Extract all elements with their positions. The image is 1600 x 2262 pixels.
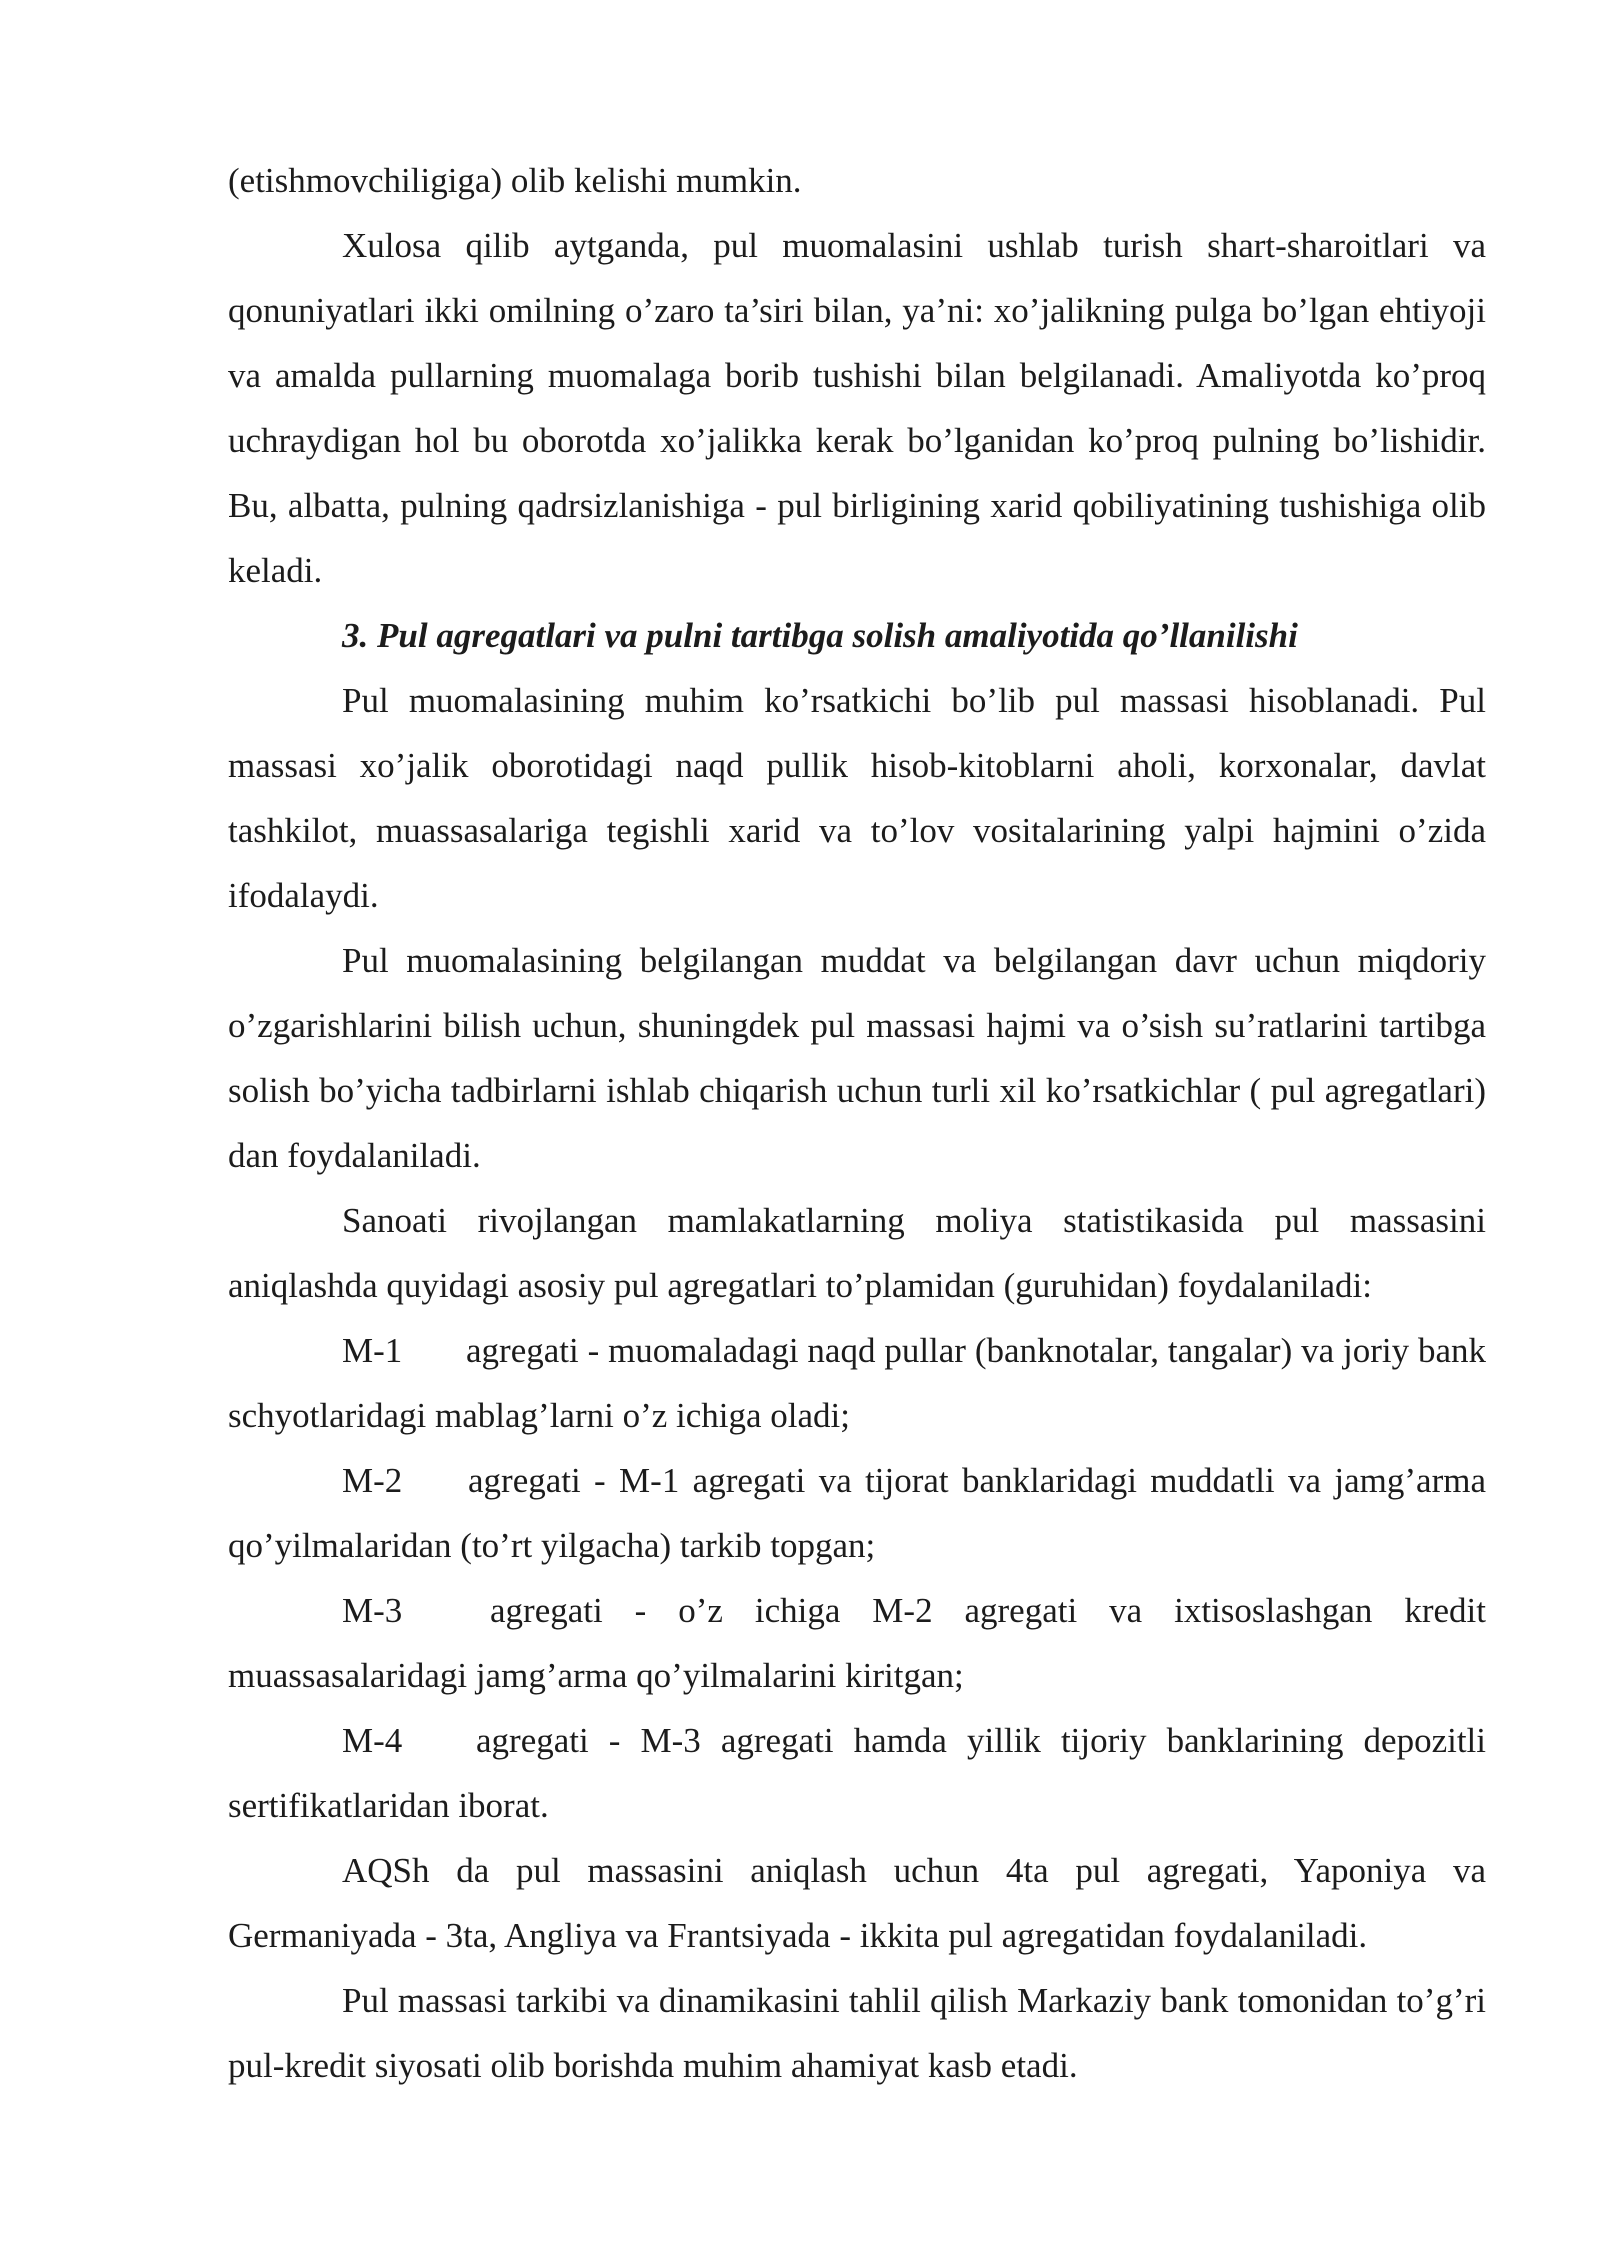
paragraph-conclusion: Xulosa qilib aytganda, pul muomalasini ushlab turish shart-sharoitlari va qonuniyatlari ikki omilning o’zaro ta’siri bilan, ya’ni: xo’jalikning pulga bo’lgan ehtiyoji va amalda pullarning muomalaga borib tushishi bilan belgilanadi. Amaliyotda ko’proq uchraydigan hol bu oborotda xo’jalikka kerak bo’lganidan ko’proq pulning bo’lishidir. Bu, albatta, pulning qadrsizlanishiga - pul birligining xarid qobiliyatining tushishiga olib keladi.: [228, 226, 1486, 590]
aggregate-m4-text: agregati - M-3 agregati hamda yillik tijoriy banklarining depozitli sertifikatlaridan iborat.: [228, 1721, 1486, 1825]
paragraph-indicators: Pul muomalasining belgilangan muddat va belgilangan davr uchun miqdoriy o’zgarishlarini bilish uchun, shuningdek pul massasi hajmi va o’sish su’ratlarini tartibga solish bo’yicha tadbirlarni ishlab chiqarish uchun turli xil ko’rsatkichlar ( pul agregatlari) dan foydalaniladi.: [228, 941, 1486, 1175]
paragraph-continuation: (etishmovchiligiga) olib kelishi mumkin.: [228, 161, 802, 200]
aggregate-m1-item: [228, 1318, 1486, 1448]
paragraph-central-bank: Pul massasi tarkibi va dinamikasini tahlil qilish Markaziy bank tomonidan to’g’ri pul-kredit siyosati olib borishda muhim ahamiyat kasb etadi.: [228, 1981, 1486, 2085]
aggregate-m2-text: agregati - M-1 agregati va tijorat banklaridagi muddatli va jamg’arma qo’yilmalaridan (to’rt yilgacha) tarkib topgan;: [228, 1461, 1486, 1565]
paragraph-money-mass: Pul muomalasining muhim ko’rsatkichi bo’lib pul massasi hisoblanadi. Pul massasi xo’jalik oborotidagi naqd pullik hisob-kitoblarni aholi, korxonalar, davlat tashkilot, muassasalariga tegishli xarid va to’lov vositalarining yalpi hajmini o’zida ifodalaydi.: [228, 681, 1486, 915]
aggregate-m3-label: M-3: [342, 1591, 403, 1630]
aggregate-m2-label: M-2: [342, 1461, 403, 1500]
aggregate-m3-item: [228, 1578, 1486, 1708]
aggregate-m1-label: M-1: [342, 1331, 403, 1370]
paragraph-statistics: Sanoati rivojlangan mamlakatlarning moliya statistikasida pul massasini aniqlashda quyidagi asosiy pul agregatlari to’plamidan (guruhidan) foydalaniladi:: [228, 1201, 1486, 1305]
aggregate-m3-text: agregati - o’z ichiga M-2 agregati va ixtisoslashgan kredit muassasalaridagi jamg’arma qo’yilmalarini kiritgan;: [228, 1591, 1486, 1695]
section-heading: 3. Pul agregatlari va pulni tartibga solish amaliyotida qo’llanilishi: [342, 616, 1298, 655]
aggregate-m4-item: [228, 1708, 1486, 1838]
aggregate-m4-label: M-4: [342, 1721, 403, 1760]
aggregate-m1-text: agregati - muomaladagi naqd pullar (banknotalar, tangalar) va joriy bank schyotlaridagi mablag’larni o’z ichiga oladi;: [228, 1331, 1486, 1435]
paragraph-countries: AQSh da pul massasini aniqlash uchun 4ta pul agregati, Yaponiya va Germaniyada - 3ta, Angliya va Frantsiyada - ikkita pul agregatidan foydalaniladi.: [228, 1851, 1486, 1955]
document-body: [228, 148, 1486, 2098]
aggregate-m2-item: [228, 1448, 1486, 1578]
